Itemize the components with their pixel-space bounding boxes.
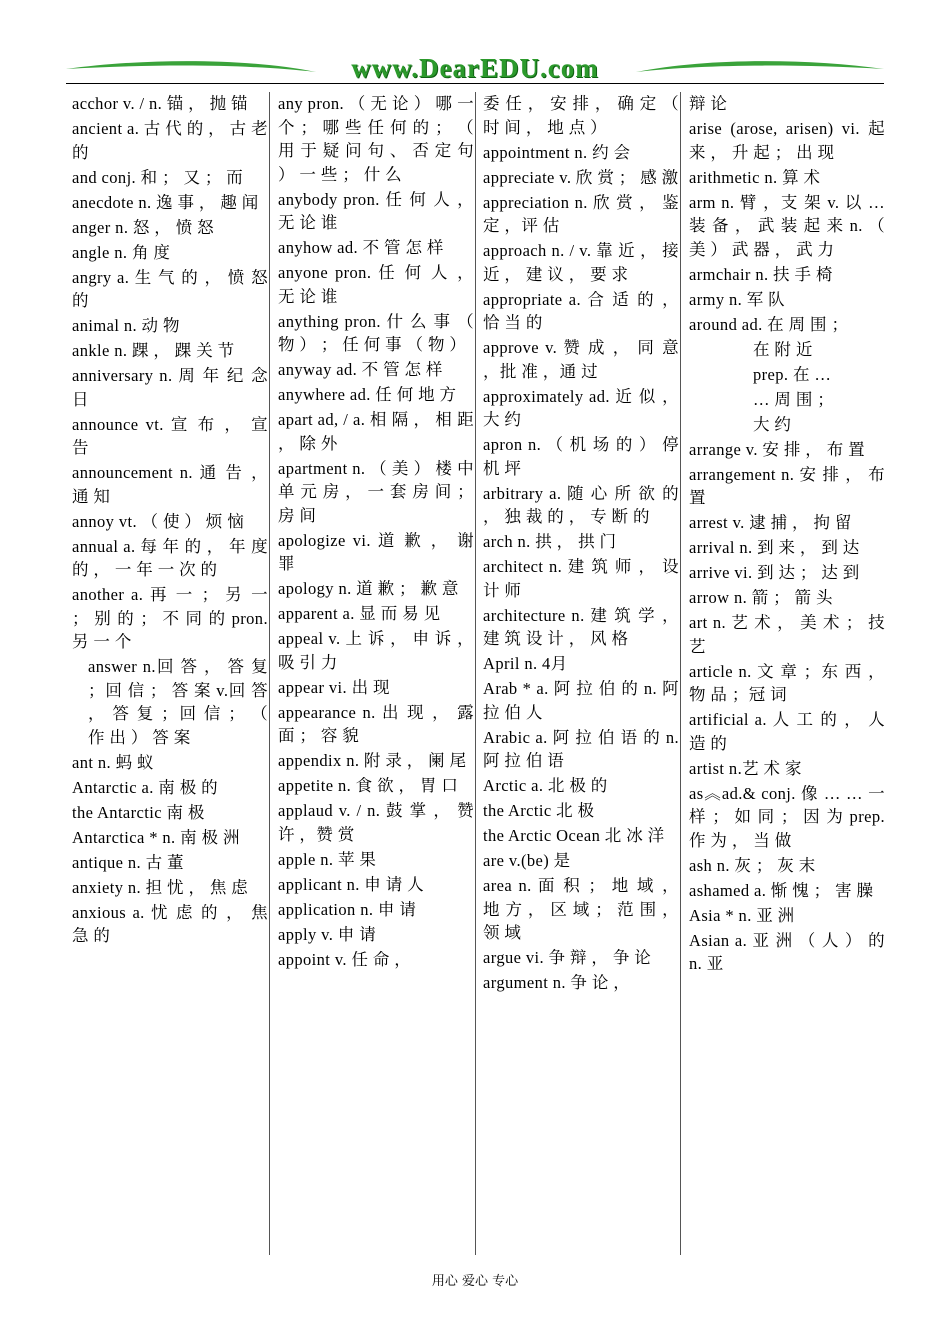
vocab-entry: artist n.艺 术 家 <box>689 758 802 778</box>
vocab-entry: arrow n. 箭 ； 箭 头 <box>689 588 833 607</box>
vocab-entry: appeal v. 上 诉 ， 申 诉 ， 吸 引 力 <box>278 629 474 672</box>
vocab-entry: appetite n. 食 欲 ， 胃 口 <box>278 776 459 795</box>
vocab-entry: appear vi. 出 现 <box>278 677 390 697</box>
vocab-entry: approach n. / v. 靠 近 ， 接 近 ， 建 议 ， 要 求 <box>483 241 679 284</box>
vocab-entry: ash n. 灰 ； 灰 末 <box>689 855 816 875</box>
vocab-entry: anything pron. 什 么 事 （ 物 ） ； 任 何 事 （ 物 ） <box>278 311 474 354</box>
vocab-entry: apart ad, / a. 相 隔 ， 相 距 ， 除 外 <box>278 410 474 453</box>
vocab-entry: apply v. 申 请 <box>278 924 377 944</box>
vocab-entry: 委 任 ， 安 排 ， 确 定 （ 时 间 ， 地 点 ） <box>483 94 679 137</box>
vocab-entry: ancient a. 古 代 的 ， 古 老 的 <box>72 119 268 162</box>
vocab-entry: announce vt. 宣 布 ， 宣 告 <box>72 414 268 457</box>
vocab-entry: apologize vi. 道 歉 ， 谢 罪 <box>278 530 474 573</box>
vocab-entry: apology n. 道 歉 ； 歉 意 <box>278 579 459 598</box>
vocab-entry: arrange v. 安 排 ， 布 置 <box>689 439 866 459</box>
vocab-entry: Arabic a. 阿 拉 伯 语 的 n. 阿 拉 伯 语 <box>483 727 679 770</box>
vocab-entry: are v.(be) 是 <box>483 851 571 870</box>
vocab-column-2 <box>278 92 474 973</box>
vocab-entry: ant n. 蚂 蚁 <box>72 752 154 772</box>
vocab-entry: article n. 文 章 ；东 西 ，物 品 ；冠 词 <box>689 661 885 704</box>
vocab-column-3 <box>483 92 679 996</box>
vocab-entry: 在 附 近 <box>753 339 813 359</box>
vocab-entry: approximately ad. 近 似 ， 大 约 <box>483 386 679 429</box>
vocab-entry: anyway ad. 不 管 怎 样 <box>278 360 443 379</box>
vocab-entry: architect n. 建 筑 师 ， 设 计 师 <box>483 557 679 600</box>
vocab-entry: architecture n. 建 筑 学 ， 建 筑 设 计 ， 风 格 <box>483 605 679 648</box>
vocab-column-1 <box>72 92 268 949</box>
vocab-entry: Antarctica * n. 南 极 洲 <box>72 827 240 847</box>
vocab-entry: apron n. （ 机 场 的 ） 停 机 坪 <box>483 435 679 478</box>
vocab-entry: art n. 艺 术 ， 美 术 ； 技 艺 <box>689 613 885 656</box>
vocab-entry: artificial a. 人 工 的 ， 人 造 的 <box>689 710 885 753</box>
vocab-entry: 辩 论 <box>689 94 728 113</box>
vocab-entry: approve v. 赞 成 ， 同 意 ，批 准 ，通 过 <box>483 338 679 381</box>
vocab-entry: area n. 面 积 ； 地 域 ， 地 方 ， 区 域 ； 范 围 ， 领 域 <box>483 876 679 942</box>
vocab-entry: around ad. 在 周 围 ； <box>689 314 849 334</box>
column-divider <box>269 92 270 1255</box>
vocab-entry: army n. 军 队 <box>689 289 786 309</box>
vocab-entry: appointment n. 约 会 <box>483 142 631 162</box>
vocab-entry: anger n. 怒 ， 愤 怒 <box>72 217 215 237</box>
vocab-entry: anyone pron. 任 何 人 ， 无 论 谁 <box>278 263 474 306</box>
vocab-entry: as︽ad.& conj. 像 … … 一 样 ； 如 同 ； 因 为 prep. 作 为 ， 当 做 <box>689 783 885 850</box>
vocab-entry: answer n.回 答 ， 答 复 ；回 信 ； 答 案 v.回 答 ， 答 复 ；回 信 ； （ 作 出 ） 答 案 <box>88 657 268 747</box>
site-logo[interactable]: www.DearEDU.com <box>351 53 599 83</box>
vocab-entry: arbitrary a. 随 心 所 欲 的 ， 独 裁 的 ， 专 断 的 <box>483 483 679 526</box>
vocab-entry: Arab * a. 阿 拉 伯 的 n. 阿 拉 伯 人 <box>483 679 679 722</box>
header-divider <box>66 83 884 84</box>
vocab-entry: the Antarctic 南 极 <box>72 802 205 822</box>
page-footer: 用心 爱心 专心 <box>431 1274 519 1289</box>
vocab-entry: anecdote n. 逸 事 ， 趣 闻 <box>72 192 259 212</box>
vocab-entry: armchair n. 扶 手 椅 <box>689 264 833 284</box>
column-divider <box>680 92 681 1255</box>
vocab-entry: the Arctic 北 极 <box>483 801 595 820</box>
vocab-entry: arise (arose, arisen) vi. 起 来 ， 升 起 ； 出 现 <box>689 119 885 162</box>
vocab-entry: arch n. 拱 ， 拱 门 <box>483 532 617 551</box>
vocab-entry: the Arctic Ocean 北 冰 洋 <box>483 826 665 845</box>
column-divider <box>475 92 476 1255</box>
vocab-entry: apartment n. （ 美 ） 楼 中 单 元 房 ， 一 套 房 间 ； 房 间 <box>278 458 474 525</box>
vocab-entry: arrive vi. 到 达 ； 达 到 <box>689 563 860 582</box>
vocab-entry: appropriate a. 合 适 的 ， 恰 当 的 <box>483 289 679 332</box>
vocab-entry: anybody pron. 任 何 人 ， 无 论 谁 <box>278 189 474 232</box>
vocab-entry: applaud v. / n. 鼓 掌 ， 赞 许 ，赞 赏 <box>278 801 474 844</box>
vocab-entry: application n. 申 请 <box>278 899 417 919</box>
vocab-entry: antique n. 古 董 <box>72 852 184 872</box>
vocab-entry: acchor v. / n. 锚 ， 抛 锚 <box>72 94 248 113</box>
vocab-entry: prep. 在 … <box>753 364 832 384</box>
vocab-entry: anxious a. 忧 虑 的 ， 焦 急 的 <box>72 902 268 945</box>
vocab-entry: arrival n. 到 来 ， 到 达 <box>689 538 860 557</box>
vocab-entry: anyhow ad. 不 管 怎 样 <box>278 238 444 257</box>
page-header <box>66 52 884 86</box>
vocab-entry: argue vi. 争 辩 ， 争 论 <box>483 948 652 967</box>
vocab-entry: arithmetic n. 算 术 <box>689 167 821 187</box>
vocab-entry: Arctic a. 北 极 的 <box>483 776 608 795</box>
vocab-entry: argument n. 争 论 ， <box>483 973 631 992</box>
vocab-entry: annoy vt. （ 使 ） 烦 恼 <box>72 511 245 531</box>
vocab-entry: appoint v. 任 命 ， <box>278 949 412 969</box>
vocab-entry: annual a. 每 年 的 ， 年 度 的 ， 一 年 一 次 的 <box>72 536 268 579</box>
vocab-entry: and conj. 和 ； 又 ； 而 <box>72 167 244 187</box>
vocab-entry: arrest v. 逮 捕 ， 拘 留 <box>689 513 852 532</box>
vocab-entry: angle n. 角 度 <box>72 242 171 262</box>
vocab-entry: animal n. 动 物 <box>72 316 180 335</box>
vocab-entry: arrangement n. 安 排 ， 布 置 <box>689 464 885 507</box>
vocab-entry: arm n. 臂 ，支 架 v. 以 … 装 备 ， 武 装 起 来 n. （ 美 ） 武 器 ， 武 力 <box>689 192 885 259</box>
vocab-entry: April n. 4月 <box>483 654 568 673</box>
vocab-entry: applicant n. 申 请 人 <box>278 874 425 894</box>
vocab-entry: angry a. 生 气 的 ， 愤 怒 的 <box>72 267 268 310</box>
vocab-entry: anniversary n. 周 年 纪 念 日 <box>72 366 268 409</box>
vocab-entry: Antarctic a. 南 极 的 <box>72 777 219 797</box>
vocab-entry: apple n. 苹 果 <box>278 849 377 869</box>
vocab-entry: ashamed a. 惭 愧 ； 害 臊 <box>689 880 874 900</box>
vocab-entry: announcement n. 通 告 ， 通 知 <box>72 463 268 506</box>
vocab-entry: appreciation n. 欣 赏 ， 鉴 定 ，评 估 <box>483 192 679 235</box>
vocab-entry: another a. 再 一 ； 另 一 ； 别 的 ； 不 同 的 pron. 另 一 个 <box>72 585 268 651</box>
vocab-entry: any pron. （ 无 论 ） 哪 一 个 ； 哪 些 任 何 的 ； （ 用 于 疑 问 句 、 否 定 句 ） 一 些 ； 什 么 <box>278 94 474 184</box>
vocab-entry: ankle n. 踝 ， 踝 关 节 <box>72 341 235 360</box>
vocab-entry: … 周 围 ； <box>753 389 835 409</box>
vocab-entry: apparent a. 显 而 易 见 <box>278 604 441 623</box>
vocab-entry: appreciate v. 欣 赏 ； 感 激 <box>483 167 679 187</box>
vocab-entry: anywhere ad. 任 何 地 方 <box>278 385 457 404</box>
vocab-entry: Asian a. 亚 洲 （ 人 ） 的 n. 亚 <box>689 930 885 973</box>
vocab-entry: anxiety n. 担 忧 ， 焦 虑 <box>72 877 249 897</box>
vocab-entry: 大 约 <box>753 414 792 434</box>
vocab-entry: Asia * n. 亚 洲 <box>689 905 795 925</box>
vocab-entry: appendix n. 附 录 ， 阑 尾 <box>278 751 467 770</box>
vocab-column-4 <box>689 92 885 977</box>
vocab-entry: appearance n. 出 现 ， 露 面 ； 容 貌 <box>278 702 474 745</box>
